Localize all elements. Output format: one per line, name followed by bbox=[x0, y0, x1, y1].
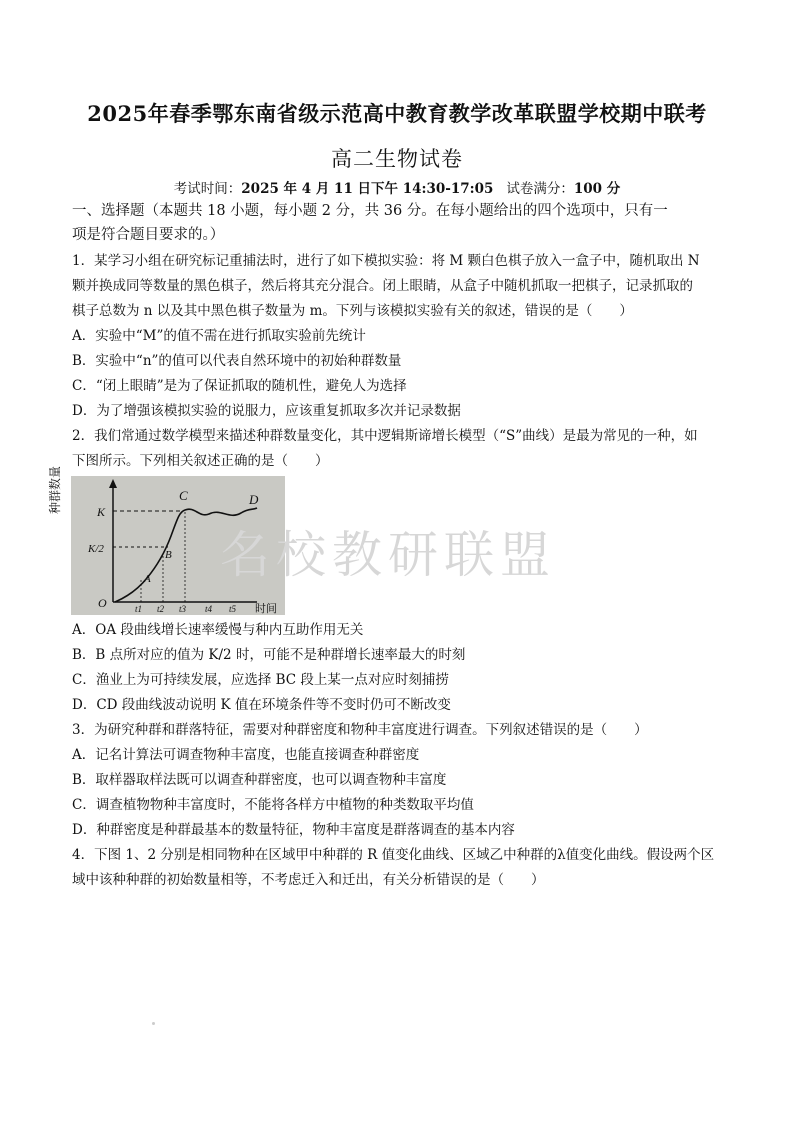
exam-subtitle: 高二生物试卷 bbox=[331, 147, 463, 171]
point-c-label: C bbox=[179, 488, 188, 503]
q1-stem-line3: 棋子总数为 n 以及其中黑色棋子数量为 m。下列与该模拟实验有关的叙述，错误的是（ ） bbox=[72, 303, 633, 319]
tick-t5: t5 bbox=[229, 604, 237, 614]
q3-option-d: D．种群密度是种群最基本的数量特征，物种丰富度是群落调查的基本内容 bbox=[72, 822, 515, 838]
full-score-value: 100 分 bbox=[573, 181, 621, 197]
y-axis-label: 种群数量 bbox=[48, 465, 62, 514]
point-d-label: D bbox=[249, 492, 259, 507]
section-heading-line2: 项是符合题目要求的。） bbox=[72, 227, 225, 243]
q3-option-c: C．调查植物物种丰富度时，不能将各样方中植物的种类数取平均值 bbox=[72, 797, 474, 813]
origin-label: O bbox=[98, 596, 107, 610]
q3-option-b: B．取样器取样法既可以调查种群密度，也可以调查物种丰富度 bbox=[72, 772, 447, 788]
q4-stem-line2: 域中该种种群的初始数量相等，不考虑迁入和迁出，有关分析错误的是（ ） bbox=[72, 872, 545, 888]
q3-stem-line1: 3．为研究种群和群落特征，需要对种群密度和物种丰富度进行调查。下列叙述错误的是（ ） bbox=[72, 722, 648, 738]
point-a-label: A bbox=[144, 573, 151, 585]
q1-option-a: A．实验中“M”的值不需在进行抓取实验前先统计 bbox=[72, 328, 366, 344]
q4-stem-line1: 4．下图 1、2 分别是相同物种在区域甲中种群的 R 值变化曲线、区域乙中种群的λ值变化曲线。假设两个区 bbox=[72, 847, 715, 863]
tick-t4: t4 bbox=[205, 604, 213, 614]
q2-option-d: D．CD 段曲线波动说明 K 值在环境条件等不变时仍可不断改变 bbox=[72, 697, 451, 713]
watermark-text: 名校教研联盟 bbox=[220, 526, 556, 584]
q2-stem-line1: 2．我们常通过数学模型来描述种群数量变化，其中逻辑斯谛增长模型（“S”曲线）是最为常见的一种，如 bbox=[72, 428, 698, 444]
exam-time-label: 考试时间： bbox=[173, 181, 242, 197]
q2-option-c: C．渔业上为可持续发展，应选择 BC 段上某一点对应时刻捕捞 bbox=[72, 672, 449, 688]
x-axis-label: 时间 bbox=[255, 602, 277, 615]
q2-stem-line2: 下图所示。下列相关叙述正确的是（ ） bbox=[72, 453, 329, 469]
tick-t1: t1 bbox=[135, 604, 143, 614]
exam-title: 2025年春季鄂东南省级示范高中教育教学改革联盟学校期中联考 bbox=[87, 101, 707, 126]
q1-stem-line2: 颗并换成同等数量的黑色棋子，然后将其充分混合。闭上眼睛，从盒子中随机抓取一把棋子，记录抓取的 bbox=[72, 278, 693, 294]
full-score-label: 试卷满分： bbox=[506, 181, 574, 197]
point-b-label: B bbox=[165, 549, 172, 561]
exam-meta bbox=[0, 177, 794, 197]
k-half-label: K/2 bbox=[88, 543, 104, 555]
q2-option-b: B．B 点所对应的值为 K/2 时，可能不是种群增长速率最大的时刻 bbox=[72, 647, 466, 663]
scan-speck bbox=[152, 1022, 155, 1025]
tick-t3: t3 bbox=[179, 604, 187, 614]
q1-option-c: C．“闭上眼睛”是为了保证抓取的随机性，避免人为选择 bbox=[72, 378, 407, 394]
q1-option-d: D．为了增强该模拟实验的说服力，应该重复抓取多次并记录数据 bbox=[72, 403, 461, 419]
q3-option-a: A．记名计算法可调查物种丰富度，也能直接调查种群密度 bbox=[72, 747, 420, 763]
k-label: K bbox=[97, 505, 106, 519]
q1-option-b: B．实验中“n”的值可以代表自然环境中的初始种群数量 bbox=[72, 353, 402, 369]
q2-option-a: A．OA 段曲线增长速率缓慢与种内互助作用无关 bbox=[72, 622, 364, 638]
q1-stem-line1: 1．某学习小组在研究标记重捕法时，进行了如下模拟实验：将 M 颗白色棋子放入一盒子中，随机取出 N bbox=[72, 253, 700, 269]
section-heading-line1: 一、选择题（本题共 18 小题，每小题 2 分，共 36 分。在每小题给出的四个选项中，只有一 bbox=[72, 203, 668, 219]
tick-t2: t2 bbox=[157, 604, 165, 614]
exam-time-value: 2025 年 4 月 11 日下午 14:30-17:05 bbox=[241, 181, 494, 197]
